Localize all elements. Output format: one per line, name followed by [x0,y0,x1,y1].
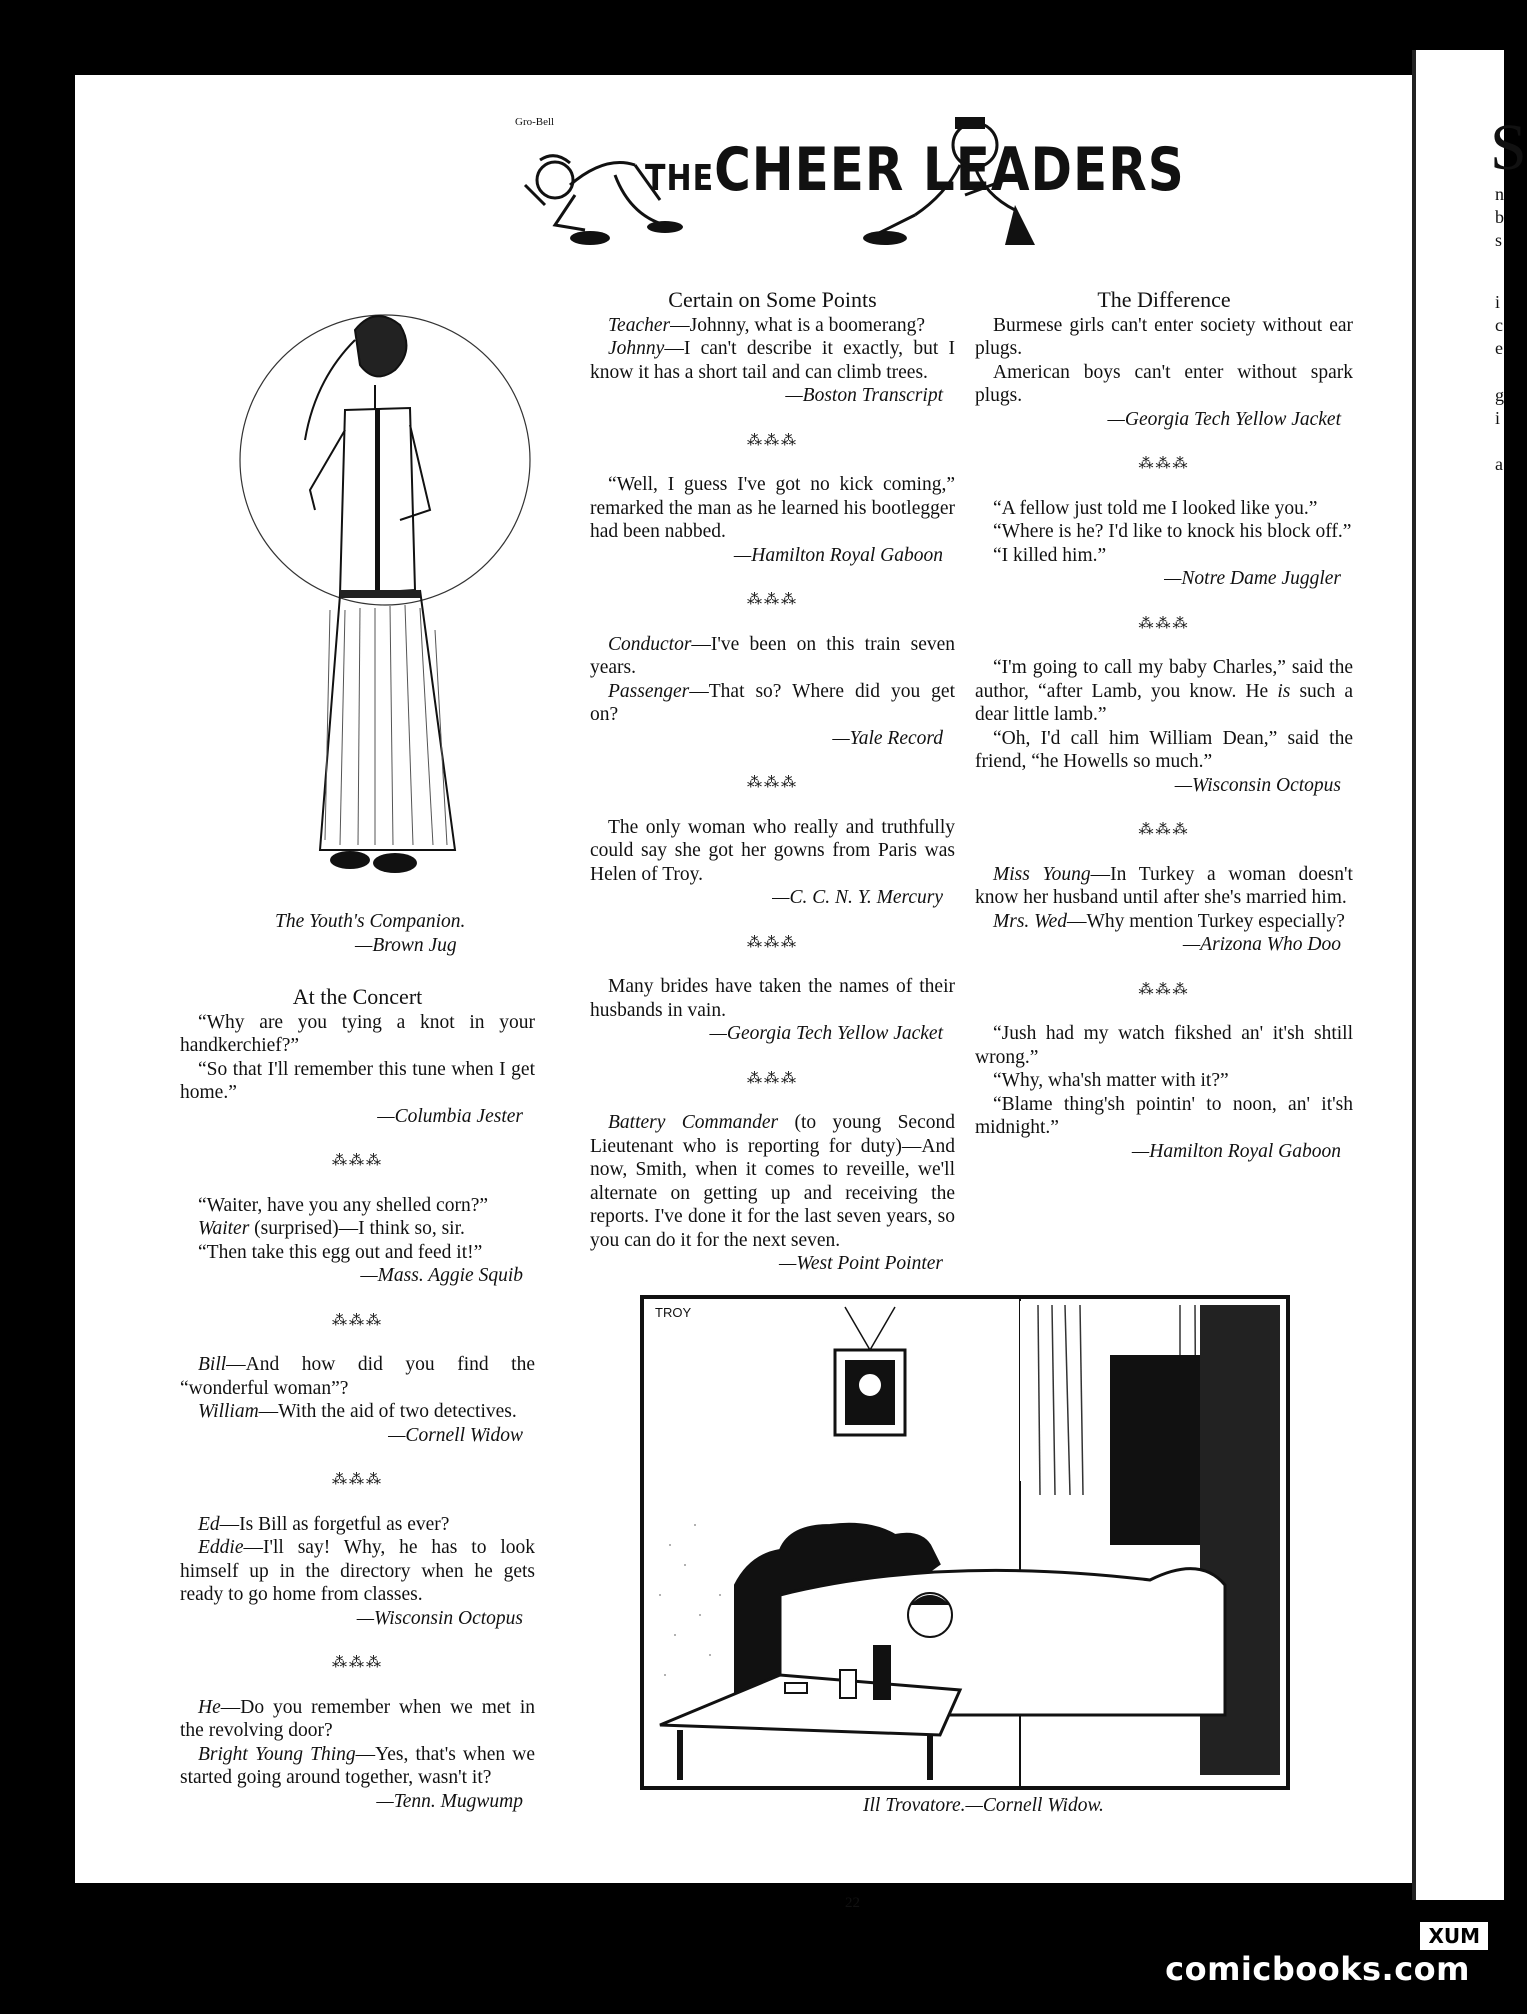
column-left [180,985,535,1813]
joke-helen-of-troy: The only woman who really and truthfully could say she got her gowns from Paris was Helen of Troy. —C. C. N. Y. Mercury [590,816,955,908]
separator-ornament: ⁂⁂⁂ [747,934,798,951]
separator-ornament: ⁂⁂⁂ [332,1655,383,1671]
svg-text:Gro-Bell: Gro-Bell [515,116,555,128]
next-page-fragment: b [1495,207,1504,227]
page-number: 22 [845,1895,860,1911]
joke-boomerang: Teacher—Johnny, what is a boomerang? Johnny—I can't describe it exactly, but I know it has a short tail and can climb trees. —Boston Transcript [590,314,955,406]
joke-watch: “Jush had my watch fikshed an' it'sh shtill wrong.” “Why, wha'sh matter with it?” “Blame thing'sh pointin' to noon, an' it'sh midnight.” —Hamilton Royal Gaboon [975,1023,1353,1162]
separator-ornament: ⁂⁂⁂ [332,1472,383,1488]
separator-ornament: ⁂⁂⁂ [747,775,798,791]
joke-revolving-door: He—Do you remember when we met in the revolving door? Bright Young Thing—Yes, that's when we started going around together, wasn't it? —Tenn. Mugwump [180,1696,535,1812]
cartoon-caption: Ill Trovatore.—Cornell Widow. [863,1795,1104,1816]
separator-ornament: ⁂⁂⁂ [1138,981,1190,998]
site-watermark: comicbooks.com [1165,1950,1470,1988]
svg-text:TROY: TROY [655,1305,692,1320]
joke-ear-plugs: Burmese girls can't enter society without ear plugs. American boys can't enter without spark plugs. —Georgia Tech Yellow Jacket [975,314,1353,430]
next-page-fragment: n [1495,184,1504,204]
header-banner [515,105,1185,255]
joke-concert: “Why are you tying a knot in your handkerchief?” “So that I'll remember this tune when I get home.” —Columbia Jester [180,1011,535,1127]
next-page-fragment: g [1495,385,1504,405]
cheer-leader-right-drawing [855,105,1055,255]
heading-certain-on-some-points: Certain on Some Points [668,287,877,312]
next-page-fragment: a [1495,454,1503,474]
joke-turkey: Miss Young—In Turkey a woman doesn't know her husband until after she's married him. Mrs. Wed—Why mention Turkey especially? —Arizona Who Doo [975,863,1353,955]
separator-ornament: ⁂⁂⁂ [747,1070,798,1087]
xum-badge: XUM [1395,1910,1500,2014]
flapper-caption: The Youth's Companion. —Brown Jug [275,911,466,956]
joke-conductor: Conductor—I've been on this train seven years. Passenger—That so? Where did you get on? —Yale Record [590,633,955,749]
next-page-fragment: i [1495,408,1501,428]
heading-at-the-concert: At the Concert [292,984,423,1009]
joke-battery-commander: Battery Commander (to young Second Lieutenant who is reporting for duty)—And now, Smith, when it comes to reveille, we'll alternate on getting up and receiving the reports. I've done it for the last seven years, so you can do it for the next seven. —West Point Pointer [590,1112,955,1274]
separator-ornament: ⁂⁂⁂ [332,1153,383,1169]
joke-shelled-corn: “Waiter, have you any shelled corn?” Waiter (surprised)—I think so, sir. “Then take this egg out and feed it!” —Mass. Aggie Squib [198,1194,523,1286]
magazine-page [75,75,1413,1911]
separator-ornament: ⁂⁂⁂ [332,1312,383,1329]
next-page-drop-cap: S [1490,111,1527,184]
column-middle [590,288,955,1276]
cartoon-ill-trovatore [640,1295,1290,1790]
separator-ornament: ⁂⁂⁂ [747,432,798,449]
next-page-fragment: e [1495,338,1503,358]
flapper-illustration [215,290,535,910]
joke-bootlegger: “Well, I guess I've got no kick coming,” remarked the man as he learned his bootlegger had been nabbed. —Hamilton Royal Gaboon [590,474,955,566]
separator-ornament: ⁂⁂⁂ [747,592,798,608]
page-title: THECHEER LEADERS [645,135,1185,205]
next-page-fragment: i [1495,292,1501,312]
joke-forgetful: Ed—Is Bill as forgetful as ever? Eddie—I'll say! Why, he has to look himself up in the directory when he gets ready to go home from classes. —Wisconsin Octopus [180,1513,535,1629]
column-right [975,288,1353,1163]
next-page-edge [1412,50,1527,1900]
heading-the-difference: The Difference [1097,287,1231,312]
separator-ornament: ⁂⁂⁂ [1138,456,1190,472]
separator-ornament: ⁂⁂⁂ [1138,822,1190,838]
joke-wonderful-woman: Bill—And how did you find the “wonderful woman”? William—With the aid of two detectives. —Cornell Widow [180,1354,535,1446]
joke-brides: Many brides have taken the names of their husbands in vain. —Georgia Tech Yellow Jacket [590,976,955,1044]
joke-looked-like-you: “A fellow just told me I looked like you.” “Where is he? I'd like to knock his block off.” “I killed him.” —Notre Dame Juggler [993,497,1352,589]
next-page-fragment: s [1495,230,1503,250]
joke-baby-charles: “I'm going to call my baby Charles,” said the author, “after Lamb, you know. He is such a dear little lamb.” “Oh, I'd call him William Dean,” said the friend, “he Howells so much.” —Wisconsin Octopus [975,657,1353,796]
separator-ornament: ⁂⁂⁂ [1138,615,1190,632]
next-page-fragment: c [1495,315,1503,335]
